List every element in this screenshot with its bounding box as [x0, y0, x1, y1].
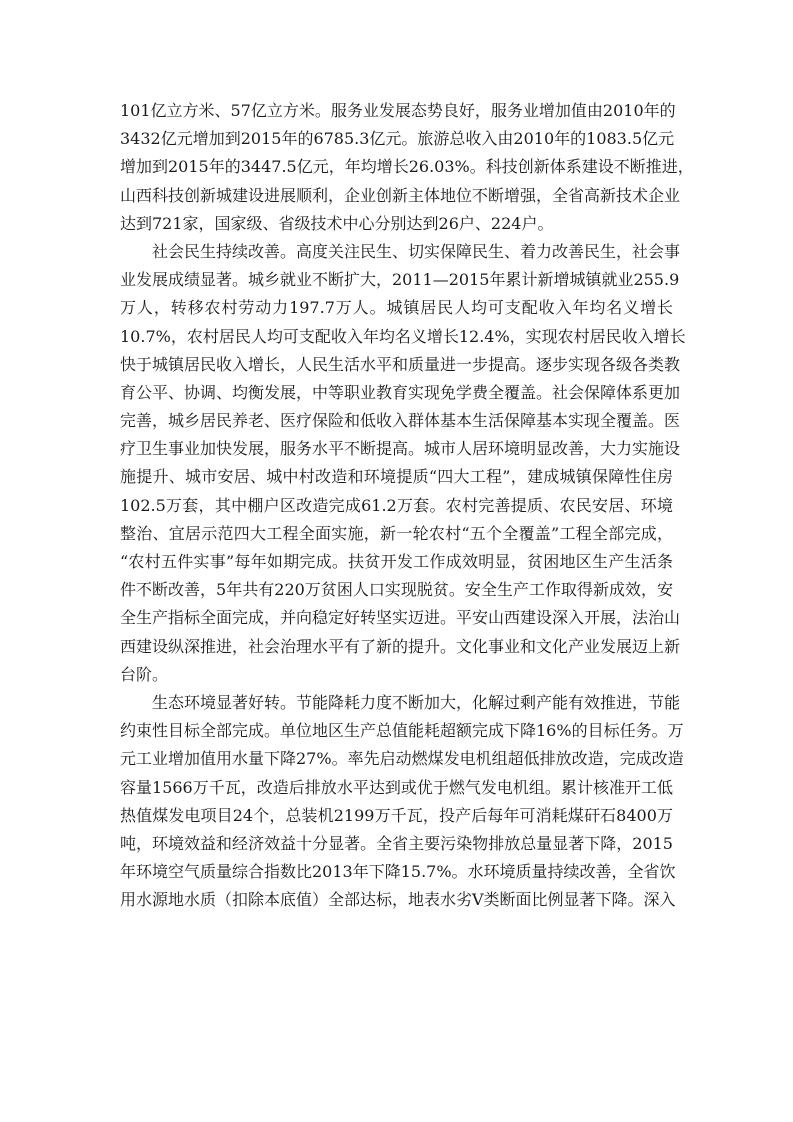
paragraph-line: 10.7%，农村居民人均可支配收入年均名义增长12.4%，实现农村居民收入增长 [120, 326, 686, 346]
paragraph-line: 全生产指标全面完成，并向稳定好转坚实迈进。平安山西建设深入开展，法治山 [120, 608, 681, 628]
paragraph-line: 吨，环境效益和经济效益十分显著。全省主要污染物排放总量显著下降，2015 [120, 833, 673, 853]
paragraph-line: 完善，城乡居民养老、医疗保险和低收入群体基本生活保障基本实现全覆盖。医 [120, 411, 681, 431]
paragraph-line: 社会民生持续改善。高度关注民生、切实保障民生、着力改善民生，社会事 [152, 241, 681, 261]
paragraph-line: 施提升、城市安居、城中村改造和环境提质“四大工程”，建成城镇保障性住房 [120, 467, 673, 487]
paragraph-line: 用水源地水质（扣除本底值）全部达标，地表水劣Ⅴ类断面比例显著下降。深入 [120, 890, 676, 910]
paragraph-line: 热值煤发电项目24个，总装机2199万千瓦，投产后每年可消耗煤矸石8400万 [120, 805, 673, 825]
paragraph-line: 101亿立方米、57亿立方米。服务业发展态势良好，服务业增加值由2010年的 [120, 101, 676, 120]
paragraph-line: 容量1566万千瓦，改造后排放水平达到或优于燃气发电机组。累计核准开工低 [120, 777, 673, 797]
paragraph-line: 年环境空气质量综合指数比2013年下降15.7%。水环境质量持续改善，全省饮 [120, 862, 676, 882]
paragraph-line: 3432亿元增加到2015年的6785.3亿元。旅游总收入由2010年的1083.5亿元 [120, 129, 675, 149]
paragraph-line: “农村五件实事”每年如期完成。扶贫开发工作成效明显，贫困地区生产生活条 [120, 552, 673, 571]
paragraph-line: 快于城镇居民收入增长，人民生活水平和质量进一步提高。逐步实现各级各类教 [120, 354, 681, 374]
paragraph-line: 西建设纵深推进，社会治理水平有了新的提升。文化事业和文化产业发展迈上新 [120, 636, 681, 656]
paragraph-line: 整治、宜居示范四大工程全面实施，新一轮农村“五个全覆盖”工程全部完成， [120, 523, 673, 543]
paragraph-line: 台阶。 [120, 664, 169, 684]
paragraph-line: 疗卫生事业加快发展，服务水平不断提高。城市人居环境明显改善，大力实施设 [120, 439, 681, 459]
paragraph-line: 增加到2015年的3447.5亿元，年均增长26.03%。科技创新体系建设不断推进， [120, 157, 694, 177]
body-text [120, 97, 694, 914]
paragraph-line: 业发展成绩显著。城乡就业不断扩大，2011—2015年累计新增城镇就业255.9 [120, 270, 680, 290]
paragraph-line: 生态环境显著好转。节能降耗力度不断加大，化解过剩产能有效推进，节能 [152, 692, 681, 712]
paragraph-line: 件不断改善，5年共有220万贫困人口实现脱贫。安全生产工作取得新成效，安 [120, 580, 673, 600]
paragraph-line: 山西科技创新城建设进展顺利，企业创新主体地位不断增强，全省高新技术企业 [120, 185, 681, 205]
paragraph-line: 约束性目标全部完成。单位地区生产总值能耗超额完成下降16%的目标任务。万 [120, 721, 684, 741]
paragraph-line: 102.5万套，其中棚户区改造完成61.2万套。农村完善提质、农民安居、环境 [120, 495, 673, 515]
paragraph-line: 万人，转移农村劳动力197.7万人。城镇居民人均可支配收入年均名义增长 [120, 298, 673, 318]
paragraph-line: 元工业增加值用水量下降27%。率先启动燃煤发电机组超低排放改造，完成改造 [120, 749, 684, 769]
paragraph-line: 育公平、协调、均衡发展，中等职业教育实现免学费全覆盖。社会保障体系更加 [120, 382, 681, 402]
paragraph-line: 达到721家，国家级、省级技术中心分别达到26户、224户。 [120, 213, 554, 233]
